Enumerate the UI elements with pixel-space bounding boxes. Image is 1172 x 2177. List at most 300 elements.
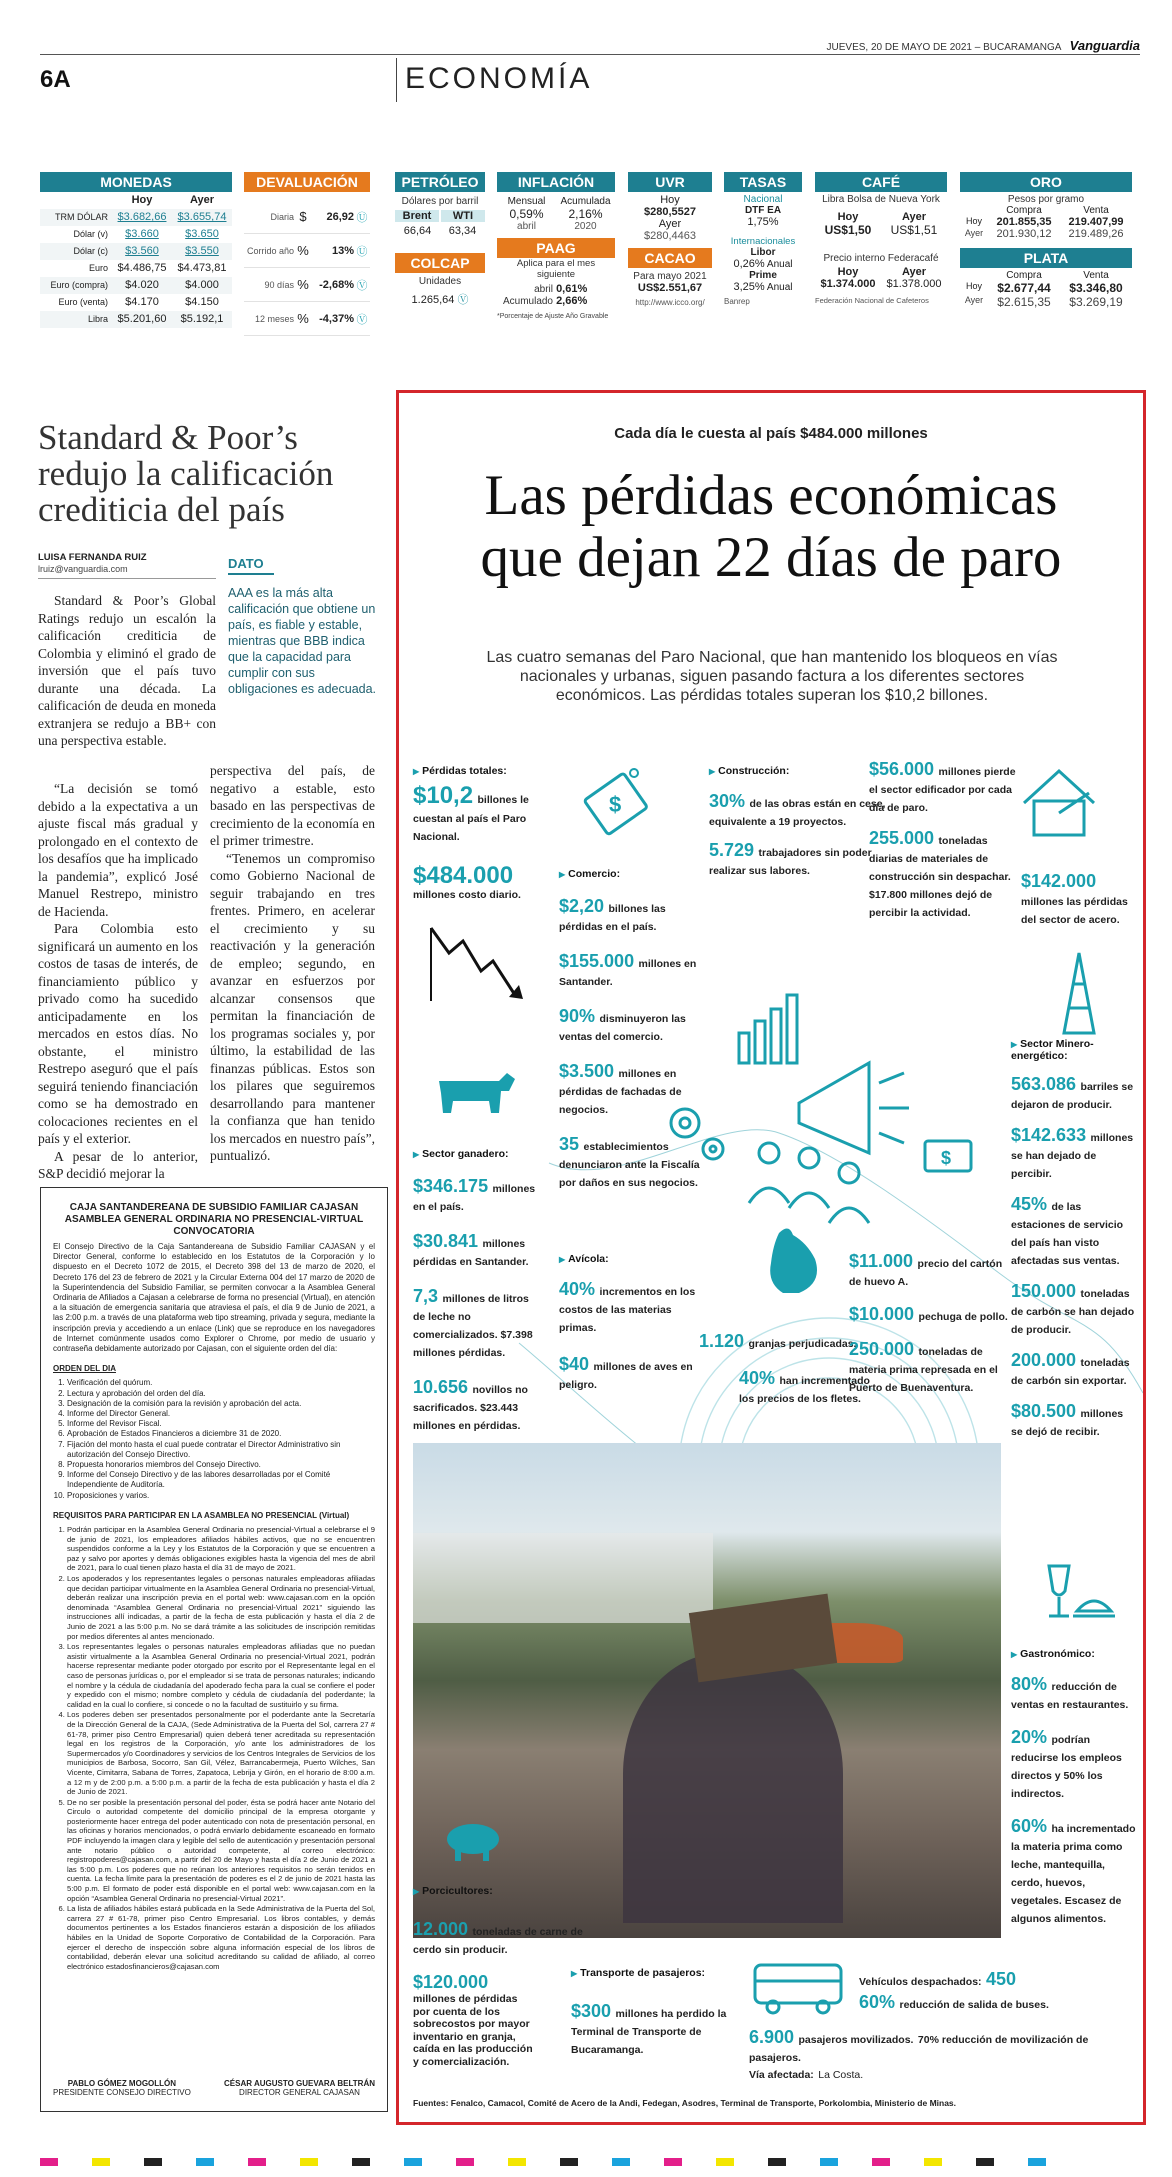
sig2-name: CÉSAR AUGUSTO GUEVARA BELTRÁN bbox=[224, 2079, 375, 2088]
stat-text: de las estaciones de servicio del país han visto afectadas sus ventas. bbox=[1011, 1201, 1124, 1267]
reg-swatch bbox=[92, 2158, 110, 2166]
article-headline: Standard & Poor’s redujo la calificación crediticia del país bbox=[38, 418, 334, 529]
paragraph: “La decisión se tomó debido a la expectativa a un ajuste fiscal más gradual y prolongado en el contexto de los desafíos que ha implicado la pandemia”, explicó José Manuel Restrepo, ministro de Hacienda. bbox=[38, 781, 198, 919]
orden-item: 8. Propuesta honorarios miembros del Consejo Directivo. bbox=[67, 1460, 375, 1470]
stat-text: millones se han dejado de percibir. bbox=[1011, 1132, 1134, 1180]
perdidas-block bbox=[413, 765, 543, 902]
dato-text: AAA es la más alta calificación que obtiene un país, es fiable y estable, mientras que BBB indica que la capacidad para cumplir con sus obligaciones es adecuada. bbox=[228, 586, 377, 696]
svg-text:$: $ bbox=[609, 792, 622, 817]
orden-item: 7. Fijación del monto hasta el cual puede contratar el Director Administrativo sin autorización del Consejo Directivo. bbox=[67, 1440, 375, 1460]
deval-label: 90 días bbox=[264, 279, 294, 290]
orden-item: 9. Informe del Consejo Directivo y de las labores desarrolladas por el Comité Independiente de Auditoría. bbox=[67, 1470, 375, 1490]
orden-list bbox=[53, 1378, 375, 1500]
colcap-title: COLCAP bbox=[395, 253, 485, 273]
avicola-block-2 bbox=[699, 1331, 869, 1407]
cafe-ny-ayer: US$1,51 bbox=[890, 223, 938, 237]
infographic-sources: Fuentes: Fenalco, Camacol, Comité de Acero de la Andi, Fedegan, Asodres, Terminal de Transporte, Porkolombia, Ministerio de Minas. bbox=[413, 2098, 957, 2108]
paragraph: “Tenemos un compromiso como Gobierno Nacional de seguir trabajando en tres frentes. Primero, en acelerar el crecimiento y su reactivación y la generación de empleo; segundo, en avanzar en esfuerzos por alcanzar consensos que permitan la financiación de los programas sociales y, por último, la estabilidad de las finanzas públicas. Estos son los pilares que seguiremos desarrollando para mantener la confianza que han tenido los mercados en nuestro país”, puntualizó. bbox=[210, 850, 375, 1163]
cafe-source: Federación Nacional de Cafeteros bbox=[815, 296, 929, 305]
monedas-box bbox=[40, 172, 232, 354]
deval-row bbox=[244, 268, 370, 302]
orden-title: ORDEN DEL DIA bbox=[53, 1364, 116, 1374]
porc-t2: millones de pérdidas por cuenta de los sobrecostos por mayor inventario en granja, caída en las producción y comercialización. bbox=[413, 1993, 533, 2068]
devaluacion-title: DEVALUACIÓN bbox=[244, 172, 370, 192]
monedas-row-label: Euro (compra) bbox=[50, 280, 108, 290]
deval-value: -4,37% bbox=[319, 312, 354, 325]
cacao-sub: Para mayo 2021 bbox=[633, 271, 707, 282]
cafe-sub1: Libra Bolsa de Nueva York bbox=[822, 194, 940, 205]
avicola-t1: incrementos en los costos de las materias primas. bbox=[559, 1286, 696, 1334]
monedas-row-label: TRM DÓLAR bbox=[54, 212, 108, 222]
ganadero-head: ▶ Sector ganadero: bbox=[413, 1148, 543, 1160]
dato-box bbox=[228, 556, 378, 697]
oro-sub: Pesos por gramo bbox=[1007, 194, 1085, 205]
stat-text: disminuyeron las ventas del comercio. bbox=[559, 1013, 686, 1043]
cafe-ayer-label: Ayer bbox=[901, 211, 927, 223]
transporte-t2: reducción de salida de buses. bbox=[899, 1999, 1049, 2011]
arrow-down-icon: Ⓥ bbox=[457, 294, 469, 306]
reg-swatch bbox=[248, 2158, 266, 2166]
bus-icon bbox=[749, 1959, 849, 2019]
deval-label: 12 meses bbox=[254, 313, 294, 324]
orden-item: 10. Proposiciones y varios. bbox=[67, 1491, 375, 1501]
avicola-t3: granjas perjudicadas. bbox=[748, 1338, 857, 1350]
plata-ayer-compra: $2.615,35 bbox=[997, 295, 1051, 309]
cow-icon bbox=[429, 1061, 519, 1121]
inflacion-box bbox=[497, 172, 615, 354]
reg-swatch bbox=[456, 2158, 474, 2166]
plata-hoy-compra: $2.677,44 bbox=[997, 281, 1051, 295]
via-label: Vía afectada: bbox=[749, 2069, 814, 2081]
brand-logo: Vanguardia bbox=[1069, 38, 1140, 53]
construccion-t4: toneladas diarias de materiales de construcción sin despachar. $17.800 millones dejó de percibir la actividad. bbox=[869, 835, 1011, 919]
petroleo-title: PETRÓLEO bbox=[395, 172, 485, 192]
reg-swatch bbox=[404, 2158, 422, 2166]
title-line-1: Las pérdidas económicas bbox=[484, 464, 1058, 527]
oro-hoy-compra: 201.855,35 bbox=[996, 216, 1052, 228]
uvr-title: UVR bbox=[628, 172, 712, 192]
monedas-row-ayer: $3.650 bbox=[185, 228, 219, 240]
stat-value: 150.000 bbox=[1011, 1281, 1077, 1301]
arrow-up-icon: Ⓤ bbox=[356, 245, 368, 258]
infographic-frame bbox=[396, 390, 1146, 2125]
cafe-int-ayer: $1.378.000 bbox=[886, 278, 942, 290]
construccion-t1: de las obras están en cese, equivalente a 19 proyectos. bbox=[709, 798, 886, 828]
infographic-intro: Las cuatro semanas del Paro Nacional, que han mantenido los bloqueos en vías nacionales y urbanas, siguen pasando factura a los diferentes sectores económicos. Las pérdidas totales superan los $10,2 billones. bbox=[486, 649, 1058, 704]
reg-swatch bbox=[612, 2158, 630, 2166]
uvr-ayer-value: $280,4463 bbox=[644, 230, 696, 242]
porc-v1: 12.000 bbox=[413, 1919, 469, 1939]
stat-item bbox=[1011, 1674, 1136, 1713]
section-title: ECONOMÍA bbox=[405, 62, 593, 95]
colcap-sub: Unidades bbox=[418, 276, 462, 287]
reg-swatches bbox=[40, 2158, 1140, 2168]
paag-sub: Aplica para el mes siguiente bbox=[516, 258, 596, 280]
construccion-block-3 bbox=[1021, 871, 1141, 928]
stat-value: 80% bbox=[1011, 1674, 1048, 1694]
transporte-block bbox=[571, 1967, 741, 2058]
oro-title: ORO bbox=[960, 172, 1132, 192]
cacao-title: CACAO bbox=[628, 248, 712, 268]
reg-swatch bbox=[196, 2158, 214, 2166]
uvr-hoy-label: Hoy bbox=[660, 194, 680, 206]
monedas-row-ayer: $4.000 bbox=[185, 279, 219, 291]
colcap-value: 1.265,64 bbox=[411, 294, 455, 306]
arrow-down-icon: Ⓥ bbox=[356, 313, 368, 326]
stat-text: millones se dejó de recibir. bbox=[1011, 1408, 1124, 1438]
minero-items bbox=[1011, 1074, 1136, 1440]
monedas-ayer-label: Ayer bbox=[189, 194, 215, 206]
monedas-row bbox=[40, 243, 232, 260]
wti-label: WTI bbox=[441, 210, 485, 222]
reg-swatch bbox=[508, 2158, 526, 2166]
cafe-int-hoy-label: Hoy bbox=[837, 266, 859, 278]
orden-item: 2. Lectura y aprobación del orden del día. bbox=[67, 1389, 375, 1399]
construccion-v5: $142.000 bbox=[1021, 871, 1097, 891]
oro-ayer-venta: 219.489,26 bbox=[1068, 228, 1124, 240]
hen-icon bbox=[759, 1223, 829, 1303]
reg-swatch bbox=[300, 2158, 318, 2166]
cafe-box bbox=[815, 172, 947, 354]
deval-rows bbox=[244, 200, 370, 336]
avicola-t6: pechuga de pollo. bbox=[918, 1311, 1008, 1323]
stat-item bbox=[413, 1176, 543, 1215]
transporte-block-3 bbox=[749, 2027, 1139, 2066]
stat-item bbox=[1011, 1816, 1136, 1927]
oro-box bbox=[960, 172, 1132, 354]
stat-item bbox=[1011, 1125, 1136, 1182]
stat-value: $346.175 bbox=[413, 1176, 489, 1196]
stat-text: establecimientos denunciaron ante la Fiscalía por daños en sus negocios. bbox=[559, 1141, 700, 1189]
arrow-down-icon: Ⓥ bbox=[356, 279, 368, 292]
acumulada-period: 2020 bbox=[574, 221, 597, 232]
arrow-up-icon: Ⓤ bbox=[356, 211, 368, 224]
reg-swatch bbox=[924, 2158, 942, 2166]
infographic-kicker: Cada día le cuesta al país $484.000 millones bbox=[614, 425, 928, 442]
oro-venta-label: Venta bbox=[1083, 205, 1109, 216]
house-trowel-icon bbox=[1019, 763, 1109, 843]
tasas-source: Banrep bbox=[724, 297, 750, 306]
tasas-title: TASAS bbox=[724, 172, 802, 192]
avicola-t5: precio del cartón de huevo A. bbox=[849, 1258, 1003, 1288]
orden-item: 3. Designación de la comisión para la revisión y aprobación del acta. bbox=[67, 1399, 375, 1409]
stat-item bbox=[413, 1377, 543, 1434]
requisito-item: 4. Los poderes deben ser presentados personalmente por el poderdante ante la Secretaría de la Dirección General de la CAJA, (Sede Administrativa de la Puerta del Sol, carrera 27 # 61-78, primer piso Centro Empresarial) quien deberá tener acreditada su representación legal en los registros de la Corporación, y/o ante los administradores de los Supermercados y/o Coordinadores y servicios de los Centros Integrales de Servicios de los municipios de Barbosa, Socorro, San Gil, Vélez, Barrancabermeja, Puerto Wilches, San Vicente, Cimitarra, Sabana de Torres, Zapatoca, Lebrija y Girón, en el horario de 8:00 a.m. a 12 m y de 2:00 p.m. a 5:00 p.m. a partir de la fecha de esta publicación y hasta el día 2 de Junio de 2021. bbox=[67, 1710, 375, 1796]
porc-v2: $120.000 bbox=[413, 1972, 489, 1992]
stat-item bbox=[413, 1231, 543, 1270]
reg-swatch bbox=[560, 2158, 578, 2166]
construccion-block bbox=[709, 765, 889, 879]
monedas-row-hoy: $4.486,75 bbox=[117, 262, 167, 274]
construccion-v1: 30% bbox=[709, 791, 746, 811]
stat-value: 10.656 bbox=[413, 1377, 469, 1397]
stat-value: $80.500 bbox=[1011, 1401, 1077, 1421]
cafe-ny-hoy: US$1,50 bbox=[824, 223, 872, 237]
monedas-row-ayer: $4.473,81 bbox=[177, 262, 227, 274]
requisito-item: 5. De no ser posible la presentación personal del poder, ésta se podrá hacer ante Notario del Circulo o autoridad competente del domicilio principal de la empresa otorgante y posteriormente hacer entrega del poder autenticado con nota de presentación personal, en las oficinas y horarios mencionados, o podrá enviarlo debidamente escaneado en formato PDF incluyendo la imagen clara y legible del sello de autenticación y presentación personal ante notario público o autoridad competente, al correo electrónico: registropoderes@cajasan.com, a partir del 20 de Mayo y hasta el día 2 de Junio de 2021 a las 5:00 p.m. Los poderes que no reúnan los anteriores requisitos no serán tenidos en cuenta. La fecha límite para la presentación de poderes es el 2 de junio de 2021 hasta las 5:00 p.m. El formato de poder está disponible en el portal web: www.cajasan.com en la opción “Asamblea General Ordinaria no presencial-Virtual 2021”. bbox=[67, 1798, 375, 1904]
article-author: LUISA FERNANDA RUIZ bbox=[38, 552, 147, 563]
monedas-row bbox=[40, 311, 232, 328]
perdidas-t2: millones costo diario. bbox=[413, 889, 521, 901]
stat-value: $2,20 bbox=[559, 896, 605, 916]
monedas-row-label: Euro (venta) bbox=[58, 297, 108, 307]
page-header bbox=[40, 30, 1140, 100]
vehiculos-label: Vehículos despachados: bbox=[859, 1976, 982, 1988]
date-text: JUEVES, 20 DE MAYO DE 2021 bbox=[826, 42, 972, 53]
deval-unit: % bbox=[297, 277, 309, 292]
cacao-value: US$2.551,67 bbox=[637, 282, 703, 294]
avicola-head: ▶ Avícola: bbox=[559, 1253, 704, 1265]
plata-hoy-venta: $3.346,80 bbox=[1069, 281, 1123, 295]
paag-abril-label: abril bbox=[534, 284, 553, 295]
requisito-item: 3. Los representantes legales o personas naturales empleadoras afiliadas que no puedan asistir virtualmente a la Asamblea General Ordinaria no presencial-Virtual 2021, podrán hacerse representar mediante poder otorgado por escrito por el Representante legal en el caso de personas jurídicas o, por el empleador si se trata de personas naturales; indicando el nombre y la cédula de ciudadanía del apoderado fecha para la cual se confiere el poder y expedido con el mismo; nombre completo y cédula de ciudadanía del poderdante; la calidad en la cual lo confiere, si concede o no la facultad de sustituirlo y su firma. bbox=[67, 1642, 375, 1709]
monedas-row-hoy: $4.020 bbox=[125, 279, 159, 291]
reg-swatch bbox=[820, 2158, 838, 2166]
stat-value: 60% bbox=[1011, 1816, 1048, 1836]
reg-swatch bbox=[976, 2158, 994, 2166]
reg-swatch bbox=[352, 2158, 370, 2166]
gastro-head: ▶ Gastronómico: bbox=[1011, 1648, 1136, 1660]
stat-item bbox=[1011, 1281, 1136, 1338]
monedas-row-label: Euro bbox=[88, 263, 108, 273]
avicola-v5: $11.000 bbox=[849, 1251, 914, 1271]
monedas-row-hoy: $4.170 bbox=[125, 296, 159, 308]
stat-item bbox=[1011, 1074, 1136, 1113]
comercio-head: ▶ Comercio: bbox=[559, 868, 709, 880]
via-afectada bbox=[749, 2065, 863, 2083]
monedas-row-hoy: $3.660 bbox=[125, 228, 159, 240]
deval-value: -2,68% bbox=[319, 278, 354, 291]
cafe-hoy-label: Hoy bbox=[837, 211, 859, 223]
construccion-t2: trabajadores sin poder realizar sus labores. bbox=[709, 847, 872, 877]
devaluacion-box bbox=[244, 172, 370, 354]
transporte-t3: pasajeros movilizados. bbox=[798, 2034, 914, 2046]
infographic-title bbox=[399, 465, 1143, 589]
notice-title-2: ASAMBLEA GENERAL ORDINARIA NO PRESENCIAL-VIRTUAL bbox=[64, 1214, 364, 1225]
porc-t1: toneladas de carne de cerdo sin producir. bbox=[413, 1926, 583, 1956]
paragraph: perspectiva del país, de negativo a estable, esto basado en las perspectivas de crecimiento de la economía en el primer trimestre. bbox=[210, 763, 375, 848]
stat-value: 90% bbox=[559, 1006, 596, 1026]
mensual-value: 0,59% bbox=[509, 207, 544, 221]
article-email: lruiz@vanguardia.com bbox=[38, 564, 128, 574]
inflacion-title: INFLACIÓN bbox=[497, 172, 615, 192]
article-col-2 bbox=[210, 762, 375, 1165]
minero-head: ▶ Sector Minero-energético: bbox=[1011, 1038, 1136, 1062]
sig1-name: PABLO GÓMEZ MOGOLLÓN bbox=[67, 2079, 177, 2088]
petroleo-sub: Dólares por barril bbox=[401, 196, 479, 207]
paag-acum-label: Acumulado bbox=[502, 296, 553, 307]
transporte-v3: 6.900 bbox=[749, 2027, 795, 2047]
requisito-item: 1. Podrán participar en la Asamblea General Ordinaria no presencial-Virtual a celebrarse el 9 de junio de 2021, los empleadores afiliados hábiles activos, que no se encuentren suspendidos conforme a la Ley y los Estatutos de la Corporación y que se encuentren a paz y salvo por aportes y demás obligaciones exigibles hasta la vigencia del mes de abril de 2021, para lo cual tienen plazo hasta el día 31 de mayo de 2021. bbox=[67, 1525, 375, 1573]
libor-unit: Anual bbox=[766, 259, 793, 270]
dateline: JUEVES, 20 DE MAYO DE 2021 – BUCARAMANGA Vanguardia bbox=[826, 38, 1140, 53]
plata-venta-label: Venta bbox=[1083, 270, 1109, 281]
requisito-item: 2. Los apoderados y los representantes legales o personas naturales empleadoras afiliadas que decidan participar virtualmente en la Asamblea General Ordinaria no presencial-Virtual, deberán realizar una inscripción previa en el portal web: www.cajasan.com en la opción denominada “Asamblea General Ordinaria no presencial-Virtual 2021” siguiendo las instrucciones allí indicadas, a partir de la fecha de esta publicación y hasta el día 2 de Junio de 2021 a las 5:00 p.m. No se dará trámite a las solicitudes de inscripción remitidas por medios diferentes al antes mencionado. bbox=[67, 1574, 375, 1641]
stat-text: billones las pérdidas en el país. bbox=[559, 903, 666, 933]
brent-label: Brent bbox=[395, 210, 439, 222]
porc-head: ▶ Porcicultores: bbox=[413, 1885, 583, 1897]
city-text: BUCARAMANGA bbox=[983, 42, 1061, 53]
dtf-value: 1,75% bbox=[747, 216, 779, 228]
stat-text: millones en el país. bbox=[413, 1183, 536, 1213]
transporte-t3b: 70% reducción de movilización de pasajeros. bbox=[749, 2034, 1089, 2064]
reg-swatch bbox=[664, 2158, 682, 2166]
monedas-row bbox=[40, 277, 232, 294]
reg-swatch bbox=[872, 2158, 890, 2166]
paragraph: Para Colombia esto significará un aumento en los costos de tasas de interés, de financiamiento público y privado como ha sucedido anticipadamente en los mercados en estos días. No obstante, el ministro Restrepo aseguró que el país seguirá teniendo financiación como se ha demostrado en colocaciones recientes en el país y el exterior. bbox=[38, 921, 198, 1146]
monedas-row-ayer: $5.192,1 bbox=[180, 313, 224, 325]
stat-text: podrían reducirse los empleos directos y 50% los indirectos. bbox=[1011, 1734, 1122, 1800]
stat-value: $30.841 bbox=[413, 1231, 479, 1251]
avicola-v2: $40 bbox=[559, 1354, 590, 1374]
sig2-role: DIRECTOR GENERAL CAJASAN bbox=[239, 2088, 360, 2097]
notice-title-3: CONVOCATORIA bbox=[173, 1226, 255, 1237]
paragraph: A pesar de lo anterior, S&P decidió mejorar la bbox=[38, 1148, 198, 1181]
paag-title: PAAG bbox=[497, 238, 615, 258]
reg-swatch bbox=[716, 2158, 734, 2166]
stat-value: 45% bbox=[1011, 1194, 1048, 1214]
deval-label: Diaria bbox=[270, 211, 294, 222]
monedas-row-ayer: $3.655,74 bbox=[177, 211, 227, 223]
pig-icon bbox=[439, 1815, 509, 1865]
svg-text:$: $ bbox=[941, 1148, 952, 1168]
req-list bbox=[53, 1525, 375, 1971]
dato-label: DATO bbox=[228, 556, 274, 575]
petroleo-box bbox=[395, 172, 485, 354]
transporte-v1: $300 bbox=[571, 2001, 612, 2021]
monedas-row-ayer: $3.550 bbox=[185, 245, 219, 257]
stat-item bbox=[413, 1286, 543, 1361]
title-line-2: que dejan 22 días de paro bbox=[480, 526, 1062, 589]
orden-item: 1. Verificación del quórum. bbox=[67, 1378, 375, 1388]
deval-row bbox=[244, 200, 370, 234]
construccion-v3: $56.000 bbox=[869, 759, 935, 779]
brent-value: 66,64 bbox=[403, 225, 432, 237]
cafe-sub2: Precio interno Federacafé bbox=[823, 253, 939, 264]
stat-text: millones pérdidas en Santander. bbox=[413, 1238, 529, 1268]
deval-label: Corrido año bbox=[246, 245, 294, 256]
monedas-row-ayer: $4.150 bbox=[185, 296, 219, 308]
requisito-item: 6. La lista de afiliados hábiles estará publicada en la Sede Administrativa de la Puerta del Sol, carrera 27 # 61-78, primer piso Centro Empresarial. Los libros contables, y demás documentos pertinentes a los Estados financieros estarán a disposición de los afiliados hábiles en la Unidad de Soporte Corporativo de Contabilidad de la Corporación. Para ejercer el derecho de inspección sobre alguna información especial de los libros de contabilidad, deberán elevar una solicitud acreditando su calidad de afiliado, al correo electrónico estadosfinancieros@cajasan.com bbox=[67, 1904, 375, 1971]
orden-item: 4. Informe del Director General. bbox=[67, 1409, 375, 1419]
stat-text: millones en Santander. bbox=[559, 958, 697, 988]
avicola-t4: han incrementado los precios de los fletes. bbox=[739, 1375, 870, 1405]
plata-hoy-label: Hoy bbox=[965, 281, 982, 291]
gastro-block bbox=[1011, 1648, 1136, 1927]
paag-note: *Porcentaje de Ajuste Año Gravable bbox=[497, 313, 609, 320]
deval-row bbox=[244, 302, 370, 336]
stat-item bbox=[1011, 1401, 1136, 1440]
wine-food-icon bbox=[1039, 1561, 1119, 1631]
stat-value: 35 bbox=[559, 1134, 580, 1154]
perdidas-head: ▶ Pérdidas totales: bbox=[413, 765, 543, 777]
transporte-t1: millones ha perdido la Terminal de Transporte de Bucaramanga. bbox=[571, 2008, 727, 2056]
deval-value: 26,92 bbox=[326, 210, 354, 223]
tasas-intl: Internacionales bbox=[730, 236, 796, 247]
oil-rig-icon bbox=[1054, 948, 1104, 1038]
color-registration-bar bbox=[40, 2158, 1140, 2168]
perdidas-v2: $484.000 bbox=[413, 862, 514, 889]
libor-label: Libor bbox=[750, 247, 776, 258]
acumulada-label: Acumulada bbox=[560, 196, 611, 207]
prime-unit: Anual bbox=[766, 282, 793, 293]
notice-intro: El Consejo Directivo de la Caja Santandereana de Subsidio Familiar CAJASAN y el Director General, conforme lo establecido en los Estatutos de la Corporación y lo dispuesto en el Decreto 1072 de 2015, el Decreto 398 del 13 de marzo de 2020, el Decreto 176 del 23 de febrero de 2021 y la Circular Externa 004 del 17 marzo de 2020 de la Superintendencia del Subsidio Familiar, se permiten convocar a la Asamblea General Ordinaria de Afiliados a Cajasan a celebrarse de forma no presencial (Virtual), en atención a la situación de emergencia sanitaria que atraviesa el país, el día 9 de Junio de 2021, a las 2:00 p.m. a través de una plataforma web tipo streaming, privada y segura, mediante la inscripción previa y accediendo a un enlace (Link) que se reproduce en los navegadores de Internet comúnmente usados como Explorer o Chrome, por medio de usuario y contraseña debidamente autorizado por Cajasan, con el siguiente orden del día: bbox=[53, 1242, 375, 1354]
stat-value: $155.000 bbox=[559, 951, 635, 971]
paragraph: Standard & Poor’s Global Ratings redujo un escalón la calificación crediticia de Colombia y eliminó el grado de inversión que el país tuvo durante una década. La calificación de deuda en moneda extranjera se redujo a BB+ con una perspectiva estable. bbox=[38, 593, 216, 748]
porc-block bbox=[413, 1885, 583, 2068]
stat-item bbox=[1011, 1194, 1136, 1269]
deval-unit: $ bbox=[299, 209, 307, 224]
paag-acum-value: 2,66% bbox=[556, 295, 588, 307]
construccion-v2: 5.729 bbox=[709, 840, 755, 860]
oro-compra-label: Compra bbox=[1006, 205, 1042, 216]
monedas-row-label: Dólar (v) bbox=[73, 229, 108, 239]
perdidas-v1: $10,2 bbox=[413, 782, 474, 809]
monedas-rows bbox=[40, 209, 232, 328]
stat-text: ha incrementado la materia prima como leche, mantequilla, cerdo, huevos, vegetales. Escasez de algunos alimentos. bbox=[1011, 1823, 1136, 1925]
stat-text: barriles se dejaron de producir. bbox=[1011, 1081, 1134, 1111]
reg-swatch bbox=[40, 2158, 58, 2166]
oro-ayer-label: Ayer bbox=[964, 228, 984, 238]
avicola-v1: 40% bbox=[559, 1279, 596, 1299]
transporte-head: ▶ Transporte de pasajeros: bbox=[571, 1967, 741, 1979]
construccion-v4: 255.000 bbox=[869, 828, 935, 848]
cajasan-notice bbox=[40, 1187, 388, 2112]
avicola-v7: 250.000 bbox=[849, 1339, 915, 1359]
monedas-row bbox=[40, 209, 232, 226]
deval-value: 13% bbox=[331, 244, 354, 257]
money-icon bbox=[919, 1133, 979, 1183]
stat-item bbox=[1011, 1350, 1136, 1389]
uvr-ayer-label: Ayer bbox=[658, 218, 682, 230]
notice-title-1: CAJA SANTANDEREANA DE SUBSIDIO FAMILIAR CAJASAN bbox=[69, 1202, 359, 1213]
avicola-v3: 1.120 bbox=[699, 1331, 745, 1351]
cafe-int-ayer-label: Ayer bbox=[901, 266, 927, 278]
prime-label: Prime bbox=[749, 270, 777, 281]
stat-text: millones de litros de leche no comercializados. $7.398 millones pérdidas. bbox=[413, 1293, 533, 1359]
paag-abril-value: 0,61% bbox=[556, 283, 588, 295]
stat-text: millones en pérdidas de fachadas de negocios. bbox=[559, 1068, 682, 1116]
ganadero-items bbox=[413, 1176, 543, 1434]
plata-title: PLATA bbox=[960, 248, 1132, 268]
mensual-label: Mensual bbox=[507, 196, 546, 207]
article-col-1b bbox=[38, 780, 198, 1183]
reg-swatch bbox=[144, 2158, 162, 2166]
monedas-row-label: Dólar (c) bbox=[73, 246, 108, 256]
libor-value: 0,26% bbox=[733, 258, 765, 270]
uvr-box bbox=[628, 172, 712, 354]
plata-ayer-venta: $3.269,19 bbox=[1069, 295, 1123, 309]
cafe-int-hoy: $1.374.000 bbox=[820, 278, 876, 290]
construccion-head: ▶ Construcción: bbox=[709, 765, 889, 777]
construccion-t3: millones pierde el sector edificador por cada día de paro. bbox=[869, 766, 1016, 814]
oro-ayer-compra: 201.930,12 bbox=[996, 228, 1052, 240]
deval-row bbox=[244, 234, 370, 268]
gastro-items bbox=[1011, 1674, 1136, 1927]
monedas-row bbox=[40, 226, 232, 243]
tasas-nacional: Nacional bbox=[743, 194, 783, 205]
monedas-title: MONEDAS bbox=[40, 172, 232, 192]
tasas-box bbox=[724, 172, 802, 354]
monedas-row-label: Libra bbox=[87, 314, 108, 324]
stat-item bbox=[559, 896, 709, 935]
ganadero-block bbox=[413, 1148, 543, 1434]
monedas-row-hoy: $3.682,66 bbox=[117, 211, 167, 223]
deval-unit: % bbox=[297, 311, 309, 326]
stat-value: $3.500 bbox=[559, 1061, 615, 1081]
avicola-t7: toneladas de materia prima represada en el Puerto de Buenaventura. bbox=[849, 1346, 998, 1394]
monedas-row bbox=[40, 260, 232, 277]
